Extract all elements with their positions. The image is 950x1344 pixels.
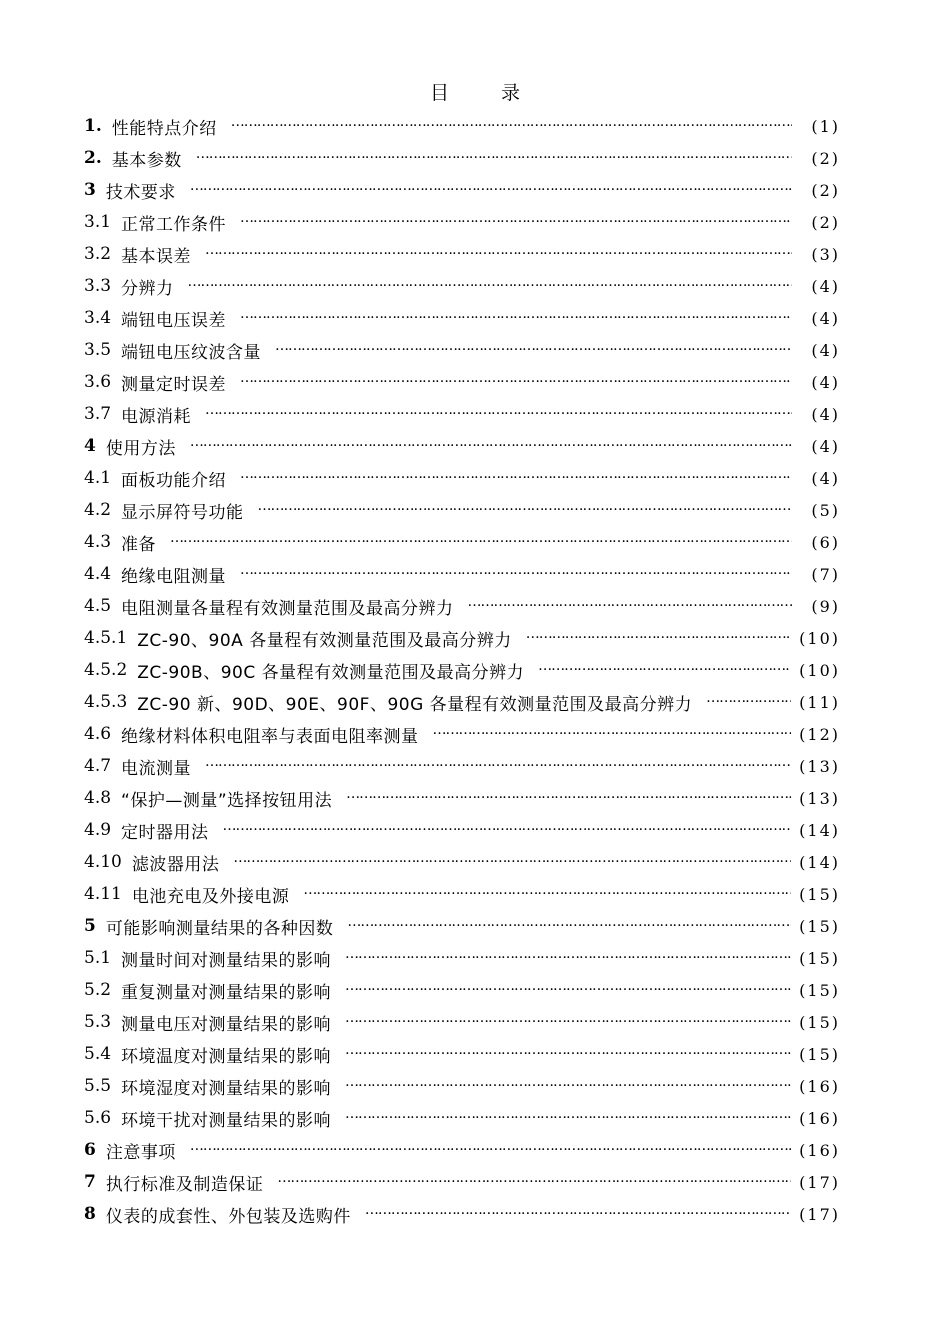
toc-entry[interactable]: [84, 1166, 840, 1198]
toc-entry-number: 3.6: [84, 372, 112, 392]
toc-entry-page: (1): [811, 116, 840, 136]
toc-leader-dots: [170, 532, 792, 552]
toc-leader-dots: [526, 628, 791, 648]
toc-leader-dots: [188, 276, 792, 296]
toc-entry-number: 5.3: [84, 1012, 112, 1032]
toc-entry-number: 2.: [84, 148, 102, 168]
toc-leader-dots: [231, 116, 792, 136]
toc-entry-title: 定时器用法: [121, 822, 209, 843]
toc-leader-dots: [345, 1044, 791, 1064]
toc-entry-title: 性能特点介绍: [111, 118, 217, 139]
toc-entry-page: (2): [811, 212, 840, 232]
toc-entry-title: 测量定时误差: [121, 374, 227, 395]
toc-entry-title: 使用方法: [105, 438, 176, 459]
toc-entry-number: 3: [84, 180, 96, 200]
toc-entry[interactable]: [84, 398, 840, 430]
toc-entry-number: 3.7: [84, 404, 112, 424]
toc-entry-page: (16): [799, 1140, 840, 1160]
toc-entry-number: 4.5.3: [84, 692, 128, 712]
toc-entry[interactable]: [84, 910, 840, 942]
toc-entry-page: (15): [799, 916, 840, 936]
toc-leader-dots: [258, 500, 792, 520]
toc-entry-page: (11): [799, 692, 840, 712]
toc-entry[interactable]: [84, 174, 840, 206]
toc-entry-page: (13): [799, 788, 840, 808]
toc-entry-number: 4.8: [84, 788, 112, 808]
toc-entry[interactable]: [84, 366, 840, 398]
toc-leader-dots: [538, 660, 791, 680]
toc-entry[interactable]: [84, 142, 840, 174]
toc-entry-number: 4.6: [84, 724, 112, 744]
toc-entry-page: (10): [799, 660, 840, 680]
toc-entry-number: 4.2: [84, 500, 112, 520]
toc-entry-number: 3.2: [84, 244, 112, 264]
toc-entry-number: 5.2: [84, 980, 112, 1000]
toc-entry-page: (4): [811, 436, 840, 456]
toc-leader-dots: [190, 1140, 791, 1160]
toc-entry-number: 5: [84, 916, 96, 936]
toc-entry-number: 6: [84, 1140, 96, 1160]
toc-entry-page: (14): [799, 852, 840, 872]
toc-entry-number: 4.7: [84, 756, 112, 776]
toc-entry-title: 电阻测量各量程有效测量范围及最高分辨力: [121, 598, 454, 619]
toc-entry-number: 4.5.1: [84, 628, 128, 648]
toc-entry[interactable]: [84, 430, 840, 462]
toc-entry-title: 基本误差: [121, 246, 192, 267]
toc-entry-number: 5.1: [84, 948, 112, 968]
toc-entry-title: 重复测量对测量结果的影响: [121, 982, 332, 1003]
toc-leader-dots: [345, 1012, 791, 1032]
toc-leader-dots: [433, 724, 792, 744]
toc-entry-title: 绝缘电阻测量: [121, 566, 227, 587]
toc-entry[interactable]: [84, 110, 840, 142]
toc-title-char-2: 录: [501, 82, 521, 104]
toc-entry-title: 滤波器用法: [131, 854, 220, 875]
toc-entry-page: (10): [799, 628, 840, 648]
toc-entry-title: 技术要求: [105, 182, 176, 203]
toc-entry-title: 显示屏符号功能: [121, 502, 244, 523]
toc-entry-number: 3.4: [84, 308, 112, 328]
toc-entry[interactable]: [84, 334, 840, 366]
toc-entry-page: (9): [811, 596, 840, 616]
toc-entry-title: 正常工作条件: [121, 214, 227, 235]
toc-entry-number: 4.11: [84, 884, 122, 904]
toc-entry-page: (4): [811, 276, 840, 296]
toc-leader-dots: [347, 916, 791, 936]
toc-entry-page: (15): [799, 1012, 840, 1032]
toc-entry[interactable]: [84, 1198, 840, 1230]
toc-entry-title: 绝缘材料体积电阻率与表面电阻率测量: [121, 726, 419, 747]
toc-entry-page: (15): [799, 884, 840, 904]
toc-entry-page: (2): [811, 148, 840, 168]
toc-entry[interactable]: [84, 942, 840, 974]
toc-entry-title: ZC-90、90A 各量程有效测量范围及最高分辨力: [137, 630, 512, 651]
toc-entry-title: 端钮电压误差: [121, 310, 227, 331]
toc-entry-number: 4.1: [84, 468, 112, 488]
toc-entry-number: 4.4: [84, 564, 112, 584]
toc-entry[interactable]: [84, 1006, 840, 1038]
toc-entry[interactable]: [84, 846, 840, 878]
toc-leader-dots: [240, 372, 792, 392]
toc-entry-title: 仪表的成套性、外包装及选购件: [105, 1206, 351, 1227]
toc-entry-page: (4): [811, 404, 840, 424]
toc-entry-page: (15): [799, 1044, 840, 1064]
toc-entry-number: 3.1: [84, 212, 112, 232]
toc-entry-title: 分辨力: [121, 278, 174, 299]
toc-entry-title: 环境温度对测量结果的影响: [121, 1046, 332, 1067]
toc-entry-page: (12): [799, 724, 840, 744]
toc-entry-number: 8: [84, 1204, 96, 1224]
toc-entry-title: 电池充电及外接电源: [131, 886, 290, 907]
toc-entry-title: 可能影响测量结果的各种因数: [105, 918, 334, 939]
toc-entry-page: (7): [811, 564, 840, 584]
toc-entry-number: 3.3: [84, 276, 112, 296]
toc-leader-dots: [240, 212, 792, 232]
toc-entry[interactable]: [84, 878, 840, 910]
toc-entry[interactable]: [84, 622, 840, 654]
toc-entry-title: 执行标准及制造保证: [105, 1174, 264, 1195]
toc-leader-dots: [277, 1172, 791, 1192]
toc-leader-dots: [345, 1108, 791, 1128]
toc-entry-page: (4): [811, 468, 840, 488]
toc-entry[interactable]: [84, 1134, 840, 1166]
toc-leader-dots: [240, 308, 792, 328]
toc-entry-number: 4.10: [84, 852, 122, 872]
toc-entry[interactable]: [84, 814, 840, 846]
toc-entry-number: 4.5: [84, 596, 112, 616]
toc-entry-title: 注意事项: [105, 1142, 176, 1163]
toc-entry-number: 7: [84, 1172, 96, 1192]
toc-entry[interactable]: [84, 974, 840, 1006]
toc-entry[interactable]: [84, 462, 840, 494]
toc-entry-title: 测量时间对测量结果的影响: [121, 950, 332, 971]
toc-entry-page: (4): [811, 372, 840, 392]
toc-entry-page: (2): [811, 180, 840, 200]
toc-title: [0, 78, 950, 105]
toc-leader-dots: [468, 596, 792, 616]
toc-entry-title: 端钮电压纹波含量: [121, 342, 262, 363]
toc-leader-dots: [196, 148, 792, 168]
toc-entry-page: (17): [799, 1204, 840, 1224]
toc-leader-dots: [190, 180, 792, 200]
table-of-contents: [84, 110, 840, 1230]
toc-leader-dots: [345, 948, 791, 968]
toc-entry-number: 3.5: [84, 340, 112, 360]
toc-entry-page: (4): [811, 308, 840, 328]
toc-leader-dots: [205, 404, 792, 424]
toc-entry[interactable]: [84, 494, 840, 526]
toc-leader-dots: [365, 1204, 791, 1224]
toc-entry-page: (15): [799, 980, 840, 1000]
toc-entry[interactable]: [84, 302, 840, 334]
toc-entry-number: 4.9: [84, 820, 112, 840]
toc-entry-title: 基本参数: [111, 150, 182, 171]
toc-entry-title: ZC-90 新、90D、90E、90F、90G 各量程有效测量范围及最高分辨力: [137, 694, 693, 715]
toc-entry-number: 4.3: [84, 532, 112, 552]
toc-leader-dots: [706, 692, 791, 712]
toc-entry-number: 4.5.2: [84, 660, 128, 680]
toc-leader-dots: [240, 468, 792, 488]
toc-entry-number: 1.: [84, 116, 102, 136]
toc-title-char-1: 目: [429, 82, 449, 104]
toc-entry[interactable]: [84, 526, 840, 558]
toc-entry-title: 准备: [121, 534, 157, 555]
toc-leader-dots: [205, 244, 792, 264]
toc-entry-page: (15): [799, 948, 840, 968]
toc-entry-page: (16): [799, 1108, 840, 1128]
toc-entry[interactable]: [84, 1070, 840, 1102]
toc-entry-title: ZC-90B、90C 各量程有效测量范围及最高分辨力: [137, 662, 525, 683]
toc-entry-number: 5.6: [84, 1108, 112, 1128]
toc-entry[interactable]: [84, 270, 840, 302]
toc-leader-dots: [275, 340, 792, 360]
toc-leader-dots: [240, 564, 792, 584]
toc-entry-title: 电流测量: [121, 758, 192, 779]
toc-entry-page: (17): [799, 1172, 840, 1192]
toc-leader-dots: [205, 756, 791, 776]
toc-entry[interactable]: [84, 782, 840, 814]
toc-leader-dots: [303, 884, 791, 904]
toc-entry[interactable]: [84, 1102, 840, 1134]
toc-entry-title: 环境湿度对测量结果的影响: [121, 1078, 332, 1099]
toc-entry[interactable]: [84, 718, 840, 750]
toc-entry-page: (4): [811, 340, 840, 360]
toc-entry[interactable]: [84, 206, 840, 238]
toc-entry-page: (3): [811, 244, 840, 264]
toc-leader-dots: [346, 788, 791, 808]
toc-leader-dots: [345, 1076, 791, 1096]
toc-entry-page: (16): [799, 1076, 840, 1096]
toc-entry[interactable]: [84, 750, 840, 782]
toc-entry[interactable]: [84, 590, 840, 622]
toc-entry-page: (13): [799, 756, 840, 776]
toc-entry-title: 测量电压对测量结果的影响: [121, 1014, 332, 1035]
toc-entry[interactable]: [84, 1038, 840, 1070]
toc-leader-dots: [345, 980, 791, 1000]
toc-leader-dots: [233, 852, 791, 872]
toc-entry-number: 5.5: [84, 1076, 112, 1096]
toc-entry-title: “保护—测量”选择按钮用法: [121, 790, 333, 811]
toc-entry-title: 电源消耗: [121, 406, 192, 427]
toc-entry-page: (5): [811, 500, 840, 520]
toc-entry[interactable]: [84, 558, 840, 590]
toc-leader-dots: [223, 820, 792, 840]
toc-entry-page: (6): [811, 532, 840, 552]
toc-entry-title: 面板功能介绍: [121, 470, 227, 491]
toc-entry-number: 5.4: [84, 1044, 112, 1064]
toc-entry-title: 环境干扰对测量结果的影响: [121, 1110, 332, 1131]
toc-entry-page: (14): [799, 820, 840, 840]
toc-leader-dots: [190, 436, 792, 456]
toc-entry[interactable]: [84, 238, 840, 270]
toc-entry[interactable]: [84, 686, 840, 718]
toc-entry-number: 4: [84, 436, 96, 456]
toc-entry[interactable]: [84, 654, 840, 686]
